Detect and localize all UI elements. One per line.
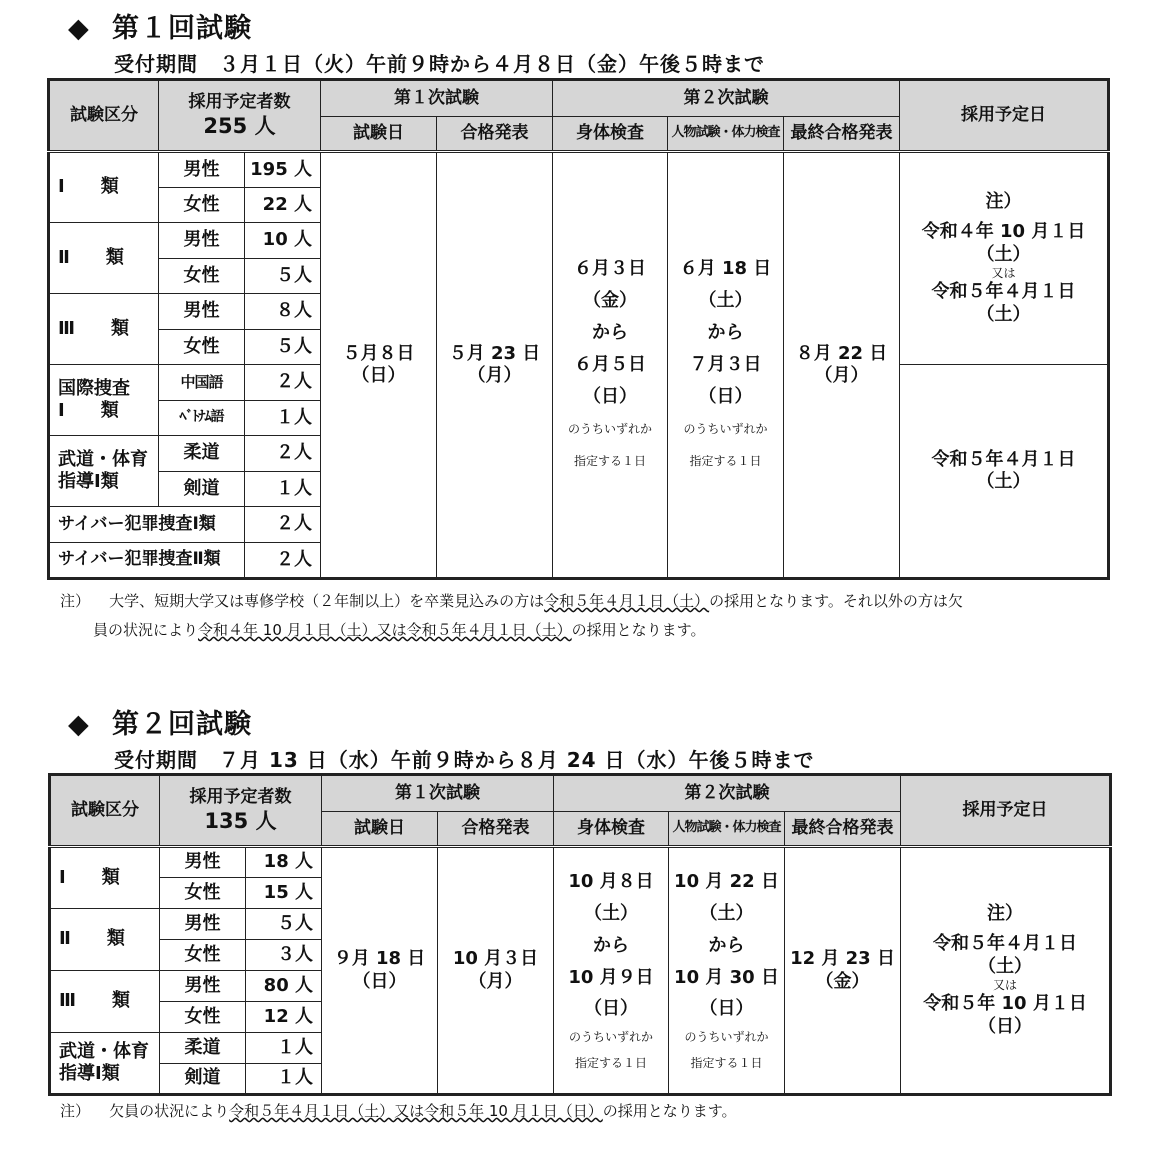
final-line2: （金）	[815, 970, 870, 992]
note-text: の採用となります。それ以外の方は欠	[709, 592, 963, 610]
physical-l5: （日）	[583, 386, 637, 407]
physical-l3: から	[593, 934, 629, 956]
sub-label: 女性	[159, 188, 245, 223]
category-budo-line2: 指導Ⅰ類	[59, 1063, 120, 1084]
physical-l7: 指定する１日	[574, 1055, 647, 1070]
hire-b-l1: 令和５年４月１日	[931, 448, 1076, 470]
header-personality: 人物試験・体力検査	[668, 117, 784, 152]
diamond-icon: ◆	[68, 709, 90, 740]
personality-l7: 指定する１日	[690, 1055, 763, 1070]
category-intl	[49, 365, 159, 436]
exam-date-line1: ５月８日	[342, 342, 415, 364]
note-text: の採用となります。	[602, 1102, 737, 1120]
hire-a-l5: 令和５年４月１日	[931, 281, 1076, 303]
hire-a-l1: 注）	[987, 902, 1024, 924]
personality-l1: ６月 18 日	[679, 258, 772, 279]
count: ５人	[246, 909, 322, 940]
planned-label: 採用予定者数	[189, 786, 292, 807]
hire-a-l4: 又は	[993, 978, 1018, 993]
sub-label: 女性	[159, 259, 245, 294]
hire-a-l1: 注）	[985, 190, 1022, 212]
planned-label: 採用予定者数	[188, 91, 291, 112]
sub-label: 男性	[159, 152, 245, 188]
exam2-heading	[68, 702, 252, 741]
category-1: Ⅰ 類	[50, 847, 160, 909]
personality-l3: から	[707, 322, 744, 343]
category-2: Ⅱ 類	[49, 223, 159, 294]
count: 15 人	[246, 878, 322, 909]
personality-l2: （土）	[698, 290, 753, 311]
sub-label: 男性	[160, 847, 246, 878]
header-category: 試験区分	[50, 775, 160, 847]
count: １人	[245, 401, 321, 436]
category-budo	[49, 436, 159, 507]
category-cyber1: サイバー犯罪捜査Ⅰ類	[49, 507, 245, 543]
note-prefix: 注）	[60, 592, 91, 610]
count: ２人	[245, 507, 321, 543]
note-text: 員の状況により	[93, 621, 199, 639]
header-physical: 身体検査	[554, 812, 669, 847]
header-category: 試験区分	[49, 80, 159, 152]
header-final-pass: 最終合格発表	[784, 117, 900, 152]
exam2-pass-date	[438, 847, 554, 1095]
sub-label: 男性	[160, 971, 246, 1002]
header-pass-announce: 合格発表	[438, 812, 554, 847]
header-physical: 身体検査	[553, 117, 668, 152]
category-intl-line1: 国際捜査	[58, 377, 130, 399]
planned-total: 135 人	[204, 809, 277, 833]
header-planned	[160, 775, 322, 847]
header-first-exam: 第１次試験	[321, 80, 553, 117]
personality-l6: のうちいずれか	[683, 422, 768, 436]
physical-l1: 10 月８日	[568, 870, 654, 892]
note-text: 大学、短期大学又は専修学校（２年制以上）を卒業見込みの方は	[109, 592, 545, 610]
sub-label: 中国語	[159, 365, 245, 401]
physical-l2: （金）	[583, 290, 637, 311]
count: 22 人	[245, 188, 321, 223]
count: ２人	[245, 365, 321, 401]
pass-date-line2: （月）	[467, 365, 522, 386]
exam1-heading	[68, 6, 252, 45]
sub-label: 柔道	[160, 1033, 246, 1064]
exam2-table	[48, 773, 1112, 1096]
pass-date-line1: ５月 23 日	[448, 342, 541, 364]
header-final-pass: 最終合格発表	[785, 812, 901, 847]
note-text: 欠員の状況により	[109, 1102, 230, 1120]
exam2-final	[785, 847, 901, 1095]
header-exam-date: 試験日	[322, 812, 438, 847]
exam1-physical	[553, 152, 668, 579]
hire-a-l3: （土）	[978, 955, 1033, 977]
physical-l6: のうちいずれか	[568, 1029, 653, 1044]
category-cyber2: サイバー犯罪捜査Ⅱ類	[49, 543, 245, 579]
personality-l4: ７月３日	[689, 354, 762, 375]
final-line2: （月）	[814, 365, 869, 386]
sub-label: 女性	[160, 1002, 246, 1033]
hire-a-l6: （土）	[976, 303, 1031, 325]
exam2-heading-text: 第２回試験	[112, 709, 252, 740]
sub-label: 女性	[160, 940, 246, 971]
exam2-note	[60, 1097, 1110, 1126]
count: １人	[246, 1064, 322, 1095]
exam1-hire-a	[900, 152, 1109, 365]
category-intl-line2: Ⅰ 類	[58, 400, 119, 421]
exam1-table	[47, 78, 1110, 580]
exam1-final	[784, 152, 900, 579]
exam1-exam-date	[321, 152, 437, 579]
category-budo-line1: 武道・体育	[59, 1040, 149, 1062]
count: ２人	[245, 436, 321, 472]
personality-l7: 指定する１日	[689, 454, 762, 468]
header-hire-date: 採用予定日	[900, 80, 1109, 152]
final-line1: 12 月 23 日	[790, 948, 895, 969]
physical-l1: ６月３日	[574, 258, 646, 279]
note-text: の採用となります。	[571, 621, 706, 639]
header-first-exam: 第１次試験	[322, 775, 554, 812]
sub-label: 男性	[159, 223, 245, 259]
header-pass-announce: 合格発表	[437, 117, 553, 152]
sub-label: 女性	[160, 878, 246, 909]
hire-a-l2: 令和５年４月１日	[933, 933, 1078, 955]
category-budo-line2: 指導Ⅰ類	[58, 471, 119, 492]
hire-a-l6: （日）	[978, 1015, 1033, 1037]
category-3: Ⅲ 類	[50, 971, 160, 1033]
physical-l7: 指定する１日	[573, 454, 646, 468]
physical-l3: から	[592, 322, 628, 343]
header-second-exam: 第２次試験	[554, 775, 901, 812]
header-second-exam: 第２次試験	[553, 80, 900, 117]
diamond-icon: ◆	[68, 13, 90, 44]
exam2-period: 受付期間 ７月 13 日（水）午前９時から８月 24 日（水）午後５時まで	[114, 748, 815, 772]
count: 18 人	[246, 847, 322, 878]
sub-label: 女性	[159, 330, 245, 365]
personality-l3: から	[708, 934, 745, 956]
personality-l4: 10 月 30 日	[674, 966, 779, 988]
physical-l4: 10 月９日	[568, 966, 654, 988]
category-budo	[50, 1033, 160, 1095]
sub-label: ﾍﾞﾄﾅﾑ語	[159, 401, 245, 436]
exam-date-line2: （日）	[352, 970, 407, 992]
header-exam-date: 試験日	[321, 117, 437, 152]
note-prefix: 注）	[60, 1102, 91, 1120]
exam2-physical	[554, 847, 669, 1095]
pass-date-line2: （月）	[468, 970, 523, 992]
sub-label: 剣道	[159, 472, 245, 507]
sub-label: 剣道	[160, 1064, 246, 1095]
sub-label: 男性	[160, 909, 246, 940]
category-1: Ⅰ 類	[49, 152, 159, 223]
note-underlined: 令和４年 10 月１日（土）又は令和５年４月１日（土）	[198, 621, 572, 639]
physical-l6: のうちいずれか	[567, 422, 652, 436]
exam1-heading-text: 第１回試験	[112, 13, 252, 44]
count: ３人	[246, 940, 322, 971]
sub-label: 柔道	[159, 436, 245, 472]
header-hire-date: 採用予定日	[901, 775, 1111, 847]
note-underlined: 令和５年４月１日（土）	[544, 592, 710, 610]
hire-a-l4: 又は	[991, 266, 1016, 281]
planned-total: 255 人	[203, 114, 276, 138]
count: 195 人	[245, 152, 321, 188]
count: ２人	[245, 543, 321, 579]
exam2-personality	[669, 847, 785, 1095]
exam1-personality	[668, 152, 784, 579]
personality-l5: （日）	[698, 386, 753, 407]
exam-date-line2: （日）	[351, 365, 406, 386]
final-line1: ８月 22 日	[795, 342, 888, 364]
physical-l4: ６月５日	[574, 354, 646, 375]
exam1-hire-b	[900, 365, 1109, 579]
personality-l5: （日）	[699, 997, 754, 1019]
exam1-note	[60, 587, 1110, 645]
personality-l1: 10 月 22 日	[674, 870, 779, 892]
hire-a-l2: 令和４年 10 月１日	[921, 221, 1086, 243]
pass-date-line1: 10 月３日	[452, 948, 539, 969]
header-planned	[159, 80, 321, 152]
category-3: Ⅲ 類	[49, 294, 159, 365]
count: １人	[246, 1033, 322, 1064]
count: 80 人	[246, 971, 322, 1002]
count: 10 人	[245, 223, 321, 259]
personality-l6: のうちいずれか	[684, 1029, 769, 1044]
hire-b-l2: （土）	[976, 471, 1031, 492]
sub-label: 男性	[159, 294, 245, 330]
exam1-period: 受付期間 ３月１日（火）午前９時から４月８日（金）午後５時まで	[114, 52, 765, 76]
exam2-exam-date	[322, 847, 438, 1095]
count: ５人	[245, 259, 321, 294]
category-budo-line1: 武道・体育	[58, 448, 148, 470]
count: 12 人	[246, 1002, 322, 1033]
exam-date-line1: ９月 18 日	[333, 948, 426, 969]
personality-l2: （土）	[699, 902, 754, 924]
count: ８人	[245, 294, 321, 330]
exam2-hire-a	[901, 847, 1111, 1095]
note-underlined: 令和５年４月１日（土）又は令和５年 10 月１日（日）	[229, 1102, 603, 1120]
hire-a-l3: （土）	[976, 243, 1031, 265]
category-2: Ⅱ 類	[50, 909, 160, 971]
physical-l2: （土）	[584, 902, 638, 924]
exam1-pass-date	[437, 152, 553, 579]
count: ５人	[245, 330, 321, 365]
count: １人	[245, 472, 321, 507]
hire-a-l5: 令和５年 10 月１日	[923, 993, 1087, 1015]
physical-l5: （日）	[584, 997, 638, 1019]
header-personality: 人物試験・体力検査	[669, 812, 785, 847]
